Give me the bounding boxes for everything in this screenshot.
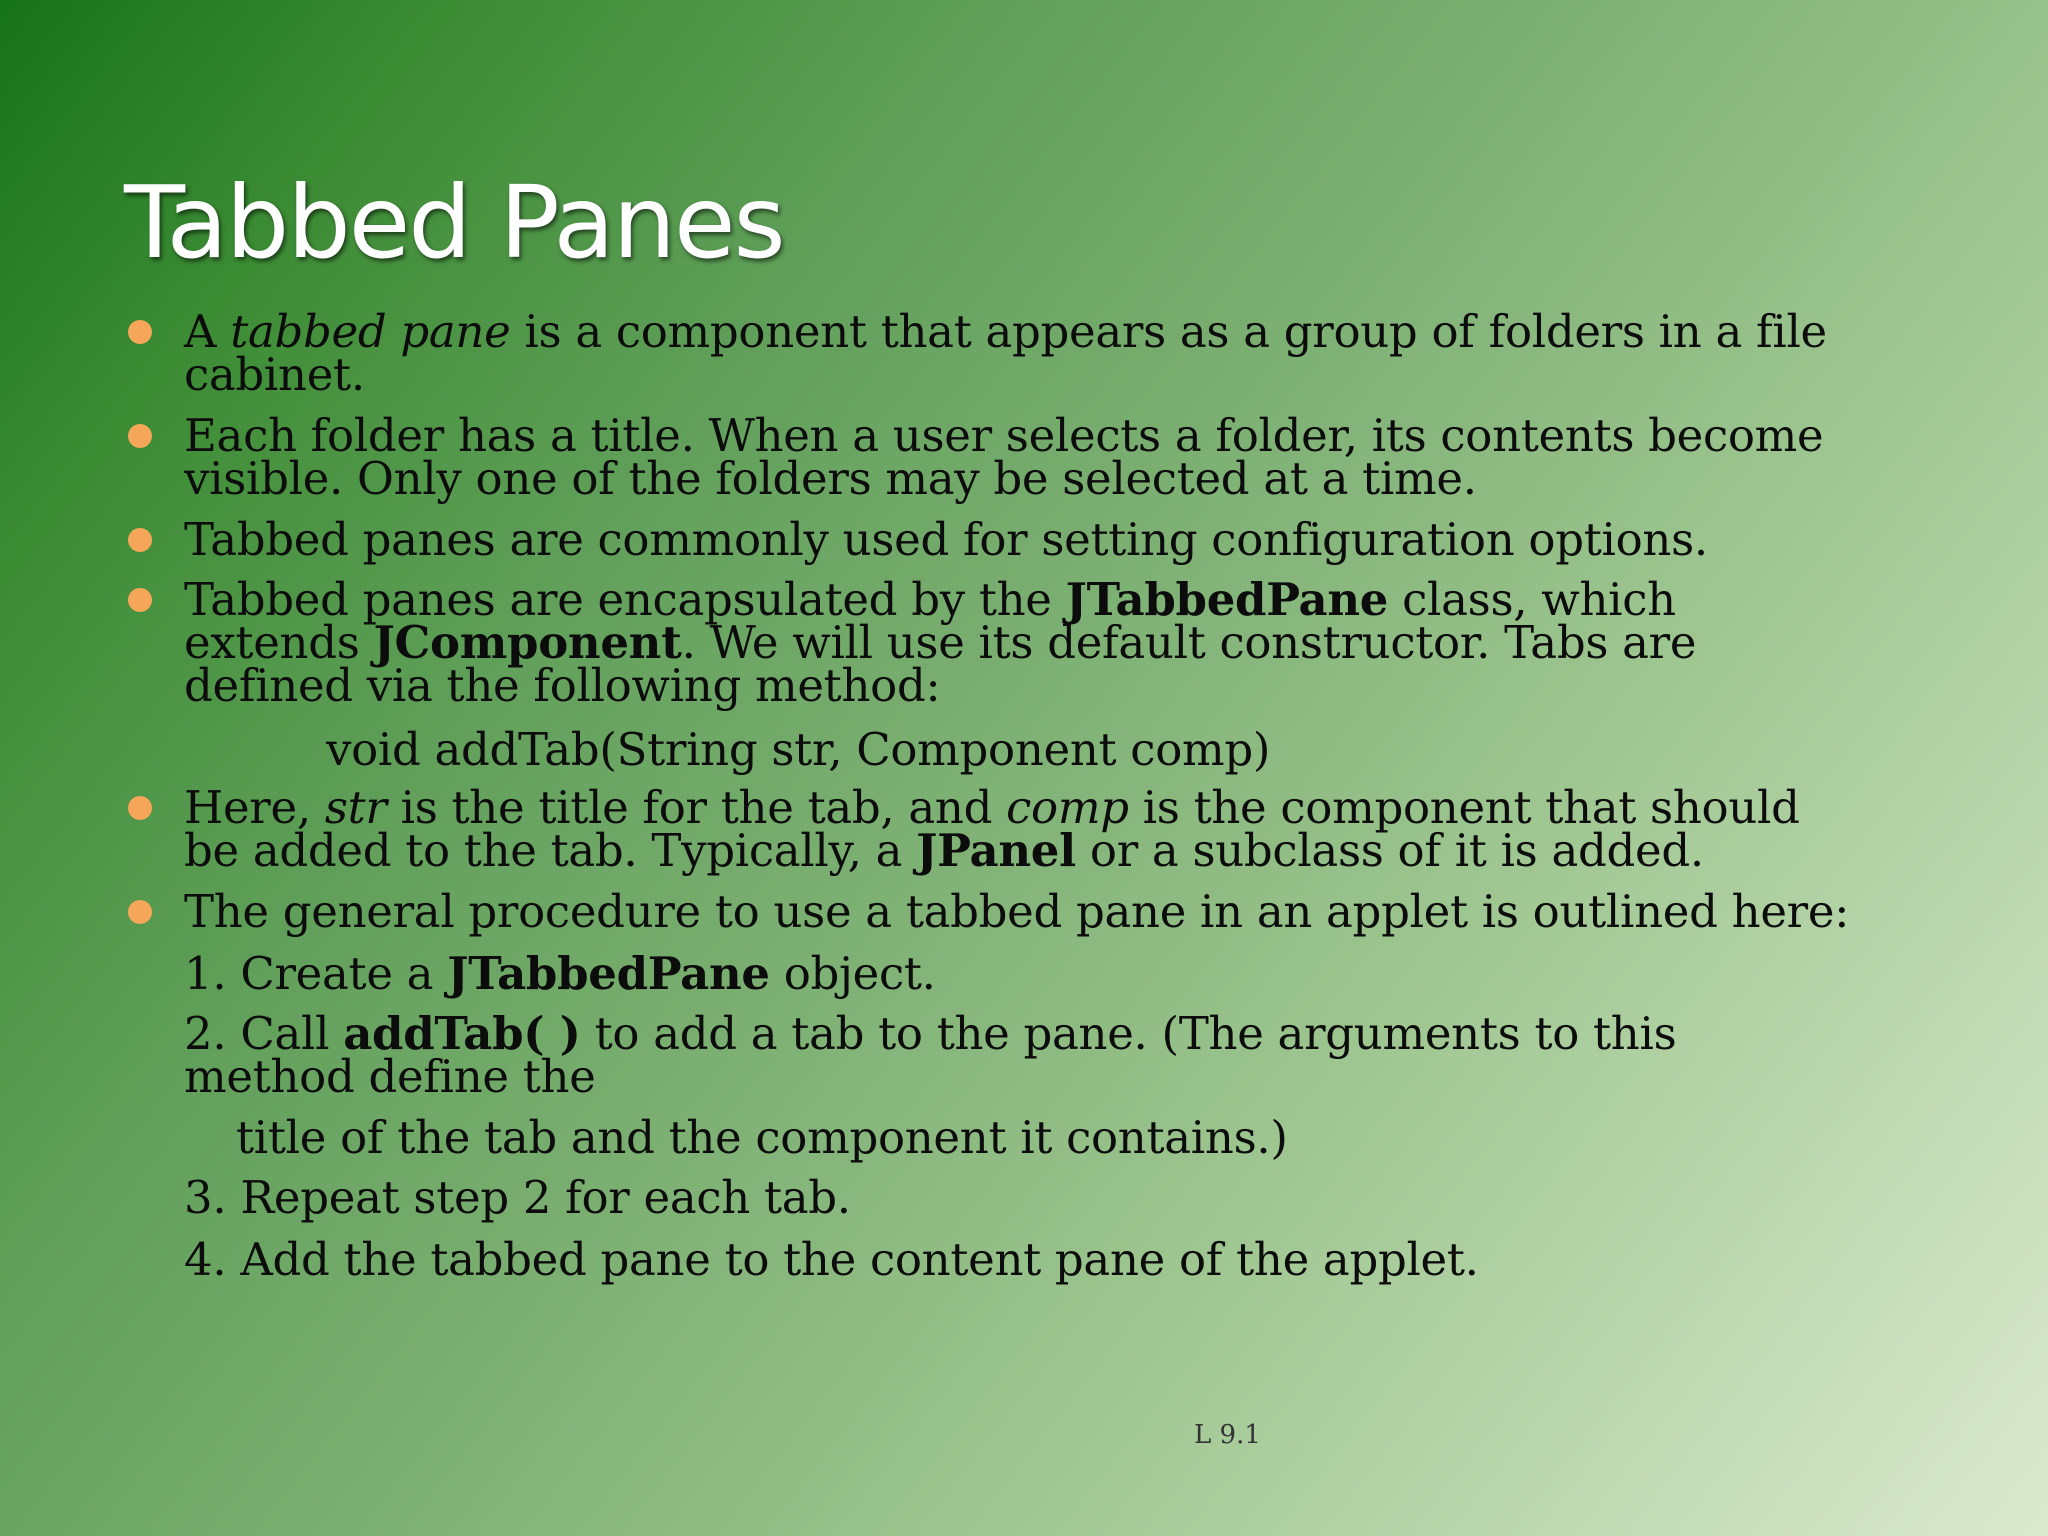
text-run: Tabbed panes are encapsulated by the [184,573,1066,626]
step-2 [184,1007,1854,1103]
bullet-jtabbedpane-class [184,573,1854,712]
bold-term: JTabbedPane [1065,573,1389,626]
text-run: class, which extends [184,573,1676,669]
bullet-dot [128,528,152,552]
step-2-continuation: title of the tab and the component it contains.) [236,1111,1288,1164]
bullet-dot [128,900,152,924]
bullet-parameters [184,781,1854,877]
bold-term: JPanel [916,824,1076,877]
bold-term: addTab( ) [343,1007,581,1060]
text-run: . We will use its default constructor. Tabs are defined via the following method: [184,616,1697,712]
step-1 [184,947,1854,1000]
bullet-dot [128,588,152,612]
bullet-dot [128,796,152,820]
slide-title: Tabbed Panes [124,164,784,281]
bullet-tabbed-pane-definition [184,305,1854,401]
italic-term: str [324,781,387,834]
italic-term: comp [1006,781,1129,834]
step-4: 4. Add the tabbed pane to the content pane of the applet. [184,1233,1479,1286]
bold-term: JTabbedPane [447,947,770,1000]
slide-number: L 9.1 [1194,1420,1261,1450]
text-run: Here, [184,781,325,834]
bullet-general-procedure: The general procedure to use a tabbed pane in an applet is outlined here: [184,885,1850,938]
text-run: is the title for the tab, and [386,781,1007,834]
bold-term: JComponent [373,616,682,669]
text-run: is the component that should be added to the tab. Typically, a [184,781,1800,877]
bullet-configuration-options: Tabbed panes are commonly used for setting configuration options. [184,513,1708,566]
italic-term: tabbed pane [230,305,511,358]
bullet-dot [128,320,152,344]
text-run: 2. Call [184,1007,344,1060]
step-3: 3. Repeat step 2 for each tab. [184,1171,851,1224]
bullet-folder-title: Each folder has a title. When a user selects a folder, its contents become visible. Only one of the folders may be selected at a time. [184,409,1824,505]
text-run: A [184,305,231,358]
text-run: 1. Create a [184,947,448,1000]
text-run: object. [769,947,936,1000]
text-run: is a component that appears as a group of folders in a file cabinet. [184,305,1827,401]
code-signature: void addTab(String str, Component comp) [326,723,1271,776]
text-run: or a subclass of it is added. [1075,824,1704,877]
text-run: to add a tab to the pane. (The arguments to this method define the [184,1007,1677,1103]
bullet-dot [128,424,152,448]
